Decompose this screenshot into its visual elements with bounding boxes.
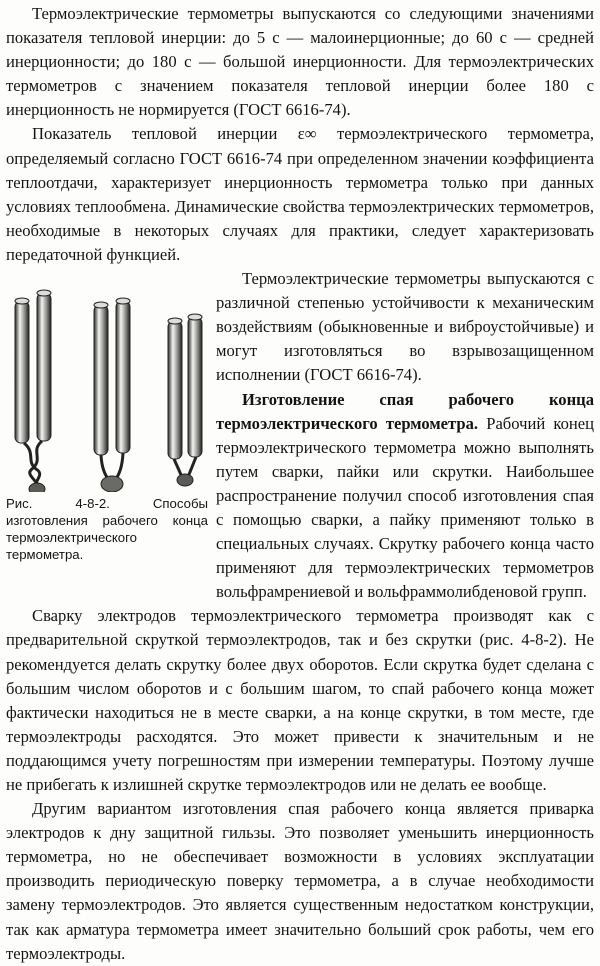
thermocouple-junction-illustration [6, 277, 208, 492]
paragraph-sheath-welding: Другим вариантом изготовления спая рабочего конца является приварка электродов к дну защитной гильзы. Это позволяет уменьшить инерционность термометра, но не обеспечивает возможности в условиях эксплуатации производить периодическую поверку термометра, а в случае необходимости замену термоэлектродов. Это является существенным недостатком конструкции, так как арматура термометра имеет значительно больший срок работы, чем его термоэлектроды. [6, 799, 594, 963]
twisted-welded-junction [15, 290, 51, 492]
section-text: Рабочий конец термоэлектрического термометра можно выполнять путем сварки, пайки или скрутки. Наибольшее распространение получил способ изготовления спая с помощью сварки, а пайку применяют только в специальных случаях. Скрутку рабочего конца часто применяют для термоэлектрических термометров вольфрамрениевой и вольфраммолибденовой групп. [216, 413, 595, 602]
figure-4-8-2 [6, 277, 208, 591]
paragraph-mechanical-resistance: Термоэлектрические термометры выпускаются с различной степенью устойчивости к механическим воздействиям (обыкновенные и виброустойчивые) и могут изготовляться во взрывозащищенном исполнении (ГОСТ 6616-74). [216, 269, 594, 385]
paragraph-inertia-classes: Термоэлектрические термометры выпускаются со следующими значениями показателя тепловой инерции: до 5 с — малоинерционные; до 60 с — средней инерционности; до 180 с — большой инерционности. Для термоэлектрических термометров с значением показателя тепловой инерции более 180 с инерционность не нормируется (ГОСТ 6616-74). [6, 4, 594, 120]
bead-welded-junction [94, 298, 130, 492]
straight-welded-junction [168, 314, 202, 486]
section-heading: Изготовление спая рабочего конца термоэлектрического термометра. [216, 389, 594, 433]
document-page [6, 2, 594, 966]
paragraph-welding: Сварку электродов термоэлектрического термометра производят как с предварительной скруткой термоэлектродов, так и без скрутки (рис. 4-8-2). Не рекомендуется делать скрутку более двух оборотов. Если скрутка будет сделана с большим числом оборотов и с большим шагом, то спай рабочего конца может фактически находиться не в месте сварки, а на конце скрутки, в том месте, где термоэлектроды расходятся. Это может привести к значительным и не поддающимся учету погрешностям при измерении температуры. Поэтому лучше не прибегать к излишней скрутке термоэлектродов или не делать ее вообще. [6, 606, 594, 794]
figure-caption: Рис. 4-8-2. Способы изготовления рабочего конца термоэлектрического термометра. [6, 496, 208, 563]
paragraph-inertia-index: Показатель тепловой инерции ε∞ термоэлектрического термометра, определяемый согласно ГОСТ 6616-74 при определенном значении коэффициента теплоотдачи, характеризует инерционность термометра только при данных условиях теплообмена. Динамические свойства термоэлектрических термометров, необходимые в некоторых случаях для практики, следует характеризовать передаточной функцией. [6, 124, 594, 264]
